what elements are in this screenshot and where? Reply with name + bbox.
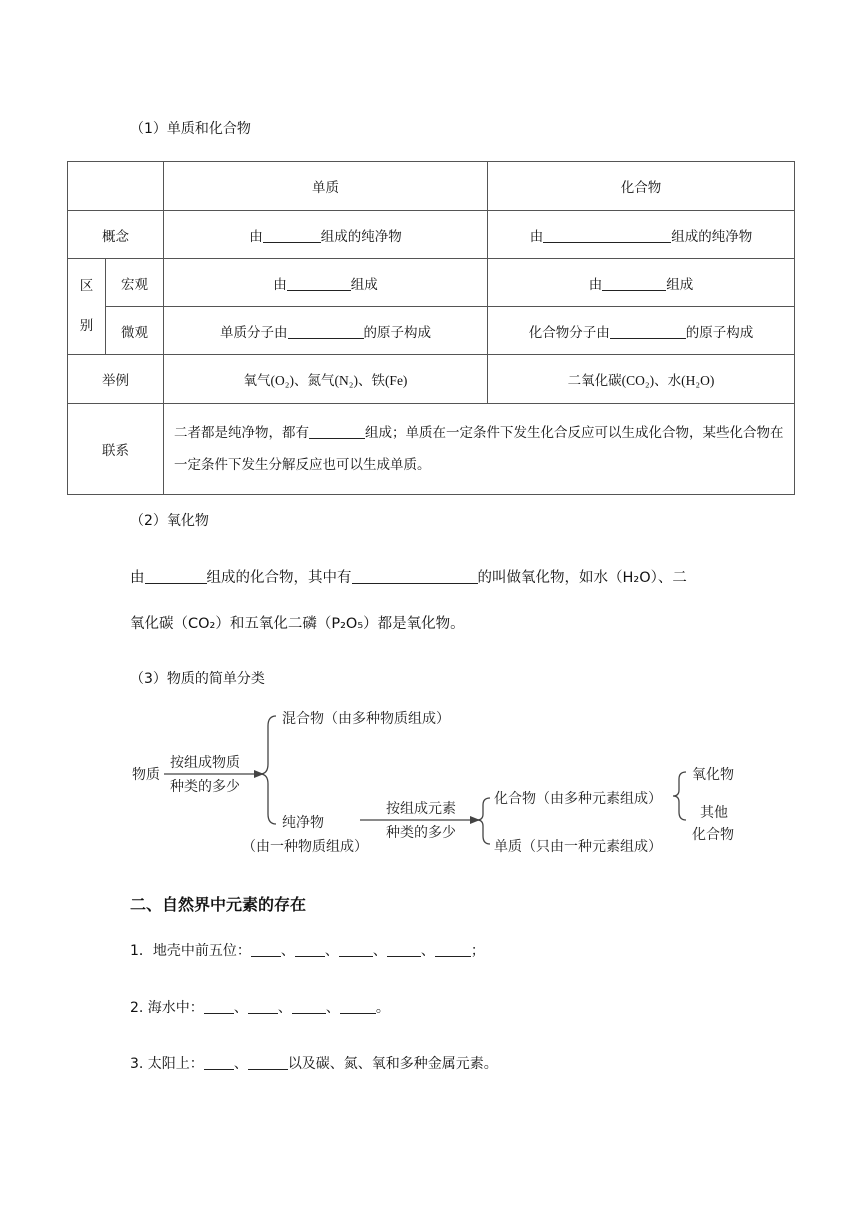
fill-blank[interactable] — [352, 569, 478, 584]
fill-blank[interactable] — [295, 942, 325, 957]
cell-micro-compound: 化合物分子由 的原子构成 — [488, 307, 795, 355]
oxide-definition-line-2: 氧化碳（CO₂）和五氧化二磷（P₂O₅）都是氧化物。 — [130, 616, 465, 632]
cell-concept-simple: 由 组成的纯净物 — [164, 211, 488, 259]
row-label-micro: 微观 — [106, 307, 164, 355]
brace-1 — [260, 716, 276, 824]
fill-blank[interactable] — [340, 999, 376, 1014]
label-compound: 化合物（由多种元素组成） — [494, 791, 662, 807]
fill-blank[interactable] — [610, 324, 686, 339]
label-other-1: 其他 — [700, 805, 728, 821]
fill-blank[interactable] — [339, 942, 373, 957]
fill-blank[interactable] — [287, 276, 351, 291]
cell-example-compound: 二氧化碳(CO₂)、水(H₂O) — [488, 355, 795, 404]
fill-blank[interactable] — [309, 424, 365, 439]
label-by-element-1: 按组成元素 — [386, 801, 456, 817]
label-pure: 纯净物 — [282, 815, 324, 831]
fill-blank[interactable] — [602, 276, 666, 291]
label-element-substance: 单质（只由一种元素组成） — [494, 839, 662, 855]
fill-blank[interactable] — [204, 1055, 234, 1070]
cell-micro-simple: 单质分子由 的原子构成 — [164, 307, 488, 355]
part-2-title: 二、自然界中元素的存在 — [130, 895, 307, 914]
item-sun: 3. 太阳上： 、 以及碳、氮、氧和多种金属元素。 — [130, 1056, 498, 1072]
label-other-2: 化合物 — [692, 827, 734, 843]
fill-blank[interactable] — [288, 324, 364, 339]
header-compound: 化合物 — [488, 162, 795, 211]
section-2-heading: （2）氧化物 — [130, 513, 209, 529]
arrowhead-2 — [470, 816, 480, 824]
label-pure-note: （由一种物质组成） — [242, 839, 368, 855]
label-by-composition-2: 种类的多少 — [170, 779, 240, 795]
row-label-macro: 宏观 — [106, 259, 164, 307]
fill-blank[interactable] — [145, 569, 207, 584]
section-1-heading: （1）单质和化合物 — [130, 121, 251, 137]
fill-blank[interactable] — [248, 1055, 288, 1070]
label-substance: 物质 — [132, 767, 160, 783]
oxide-definition-line-1: 由 组成的化合物，其中有 的叫做氧化物，如水（H₂O）、二 — [130, 570, 687, 586]
fill-blank[interactable] — [435, 942, 471, 957]
fill-blank[interactable] — [204, 999, 234, 1014]
cell-concept-compound: 由 组成的纯净物 — [488, 211, 795, 259]
cell-macro-simple: 由 组成 — [164, 259, 488, 307]
fill-blank[interactable] — [263, 228, 321, 243]
table-corner-cell — [68, 162, 164, 211]
item-earth-crust: 1．地壳中前五位： 、 、 、 、 ； — [130, 943, 485, 959]
fill-blank[interactable] — [543, 228, 671, 243]
label-by-element-2: 种类的多少 — [386, 825, 456, 841]
row-label-relation: 联系 — [68, 404, 164, 495]
brace-3 — [673, 772, 686, 820]
header-simple: 单质 — [164, 162, 488, 211]
label-oxide: 氧化物 — [692, 767, 734, 783]
fill-blank[interactable] — [387, 942, 421, 957]
fill-blank[interactable] — [248, 999, 278, 1014]
brace-2 — [477, 798, 490, 844]
label-mixture: 混合物（由多种物质组成） — [282, 711, 450, 727]
section-3-heading: （3）物质的简单分类 — [130, 671, 265, 687]
cell-macro-compound: 由 组成 — [488, 259, 795, 307]
label-by-composition-1: 按组成物质 — [170, 755, 240, 771]
item-seawater: 2. 海水中： 、 、 、 。 — [130, 1000, 390, 1016]
simple-compound-table — [67, 161, 795, 495]
cell-relation: 二者都是纯净物，都有 组成；单质在一定条件下发生化合反应可以生成化合物，某些化合物在一定条件下发生分解反应也可以生成单质。 — [164, 404, 795, 495]
fill-blank[interactable] — [292, 999, 326, 1014]
row-label-concept: 概念 — [68, 211, 164, 259]
row-label-difference: 区 别 — [68, 259, 106, 355]
classification-diagram — [128, 708, 768, 868]
cell-example-simple: 氧气(O₂)、氮气(N₂)、铁(Fe) — [164, 355, 488, 404]
row-label-example: 举例 — [68, 355, 164, 404]
arrowhead-1 — [254, 770, 264, 778]
fill-blank[interactable] — [251, 942, 281, 957]
